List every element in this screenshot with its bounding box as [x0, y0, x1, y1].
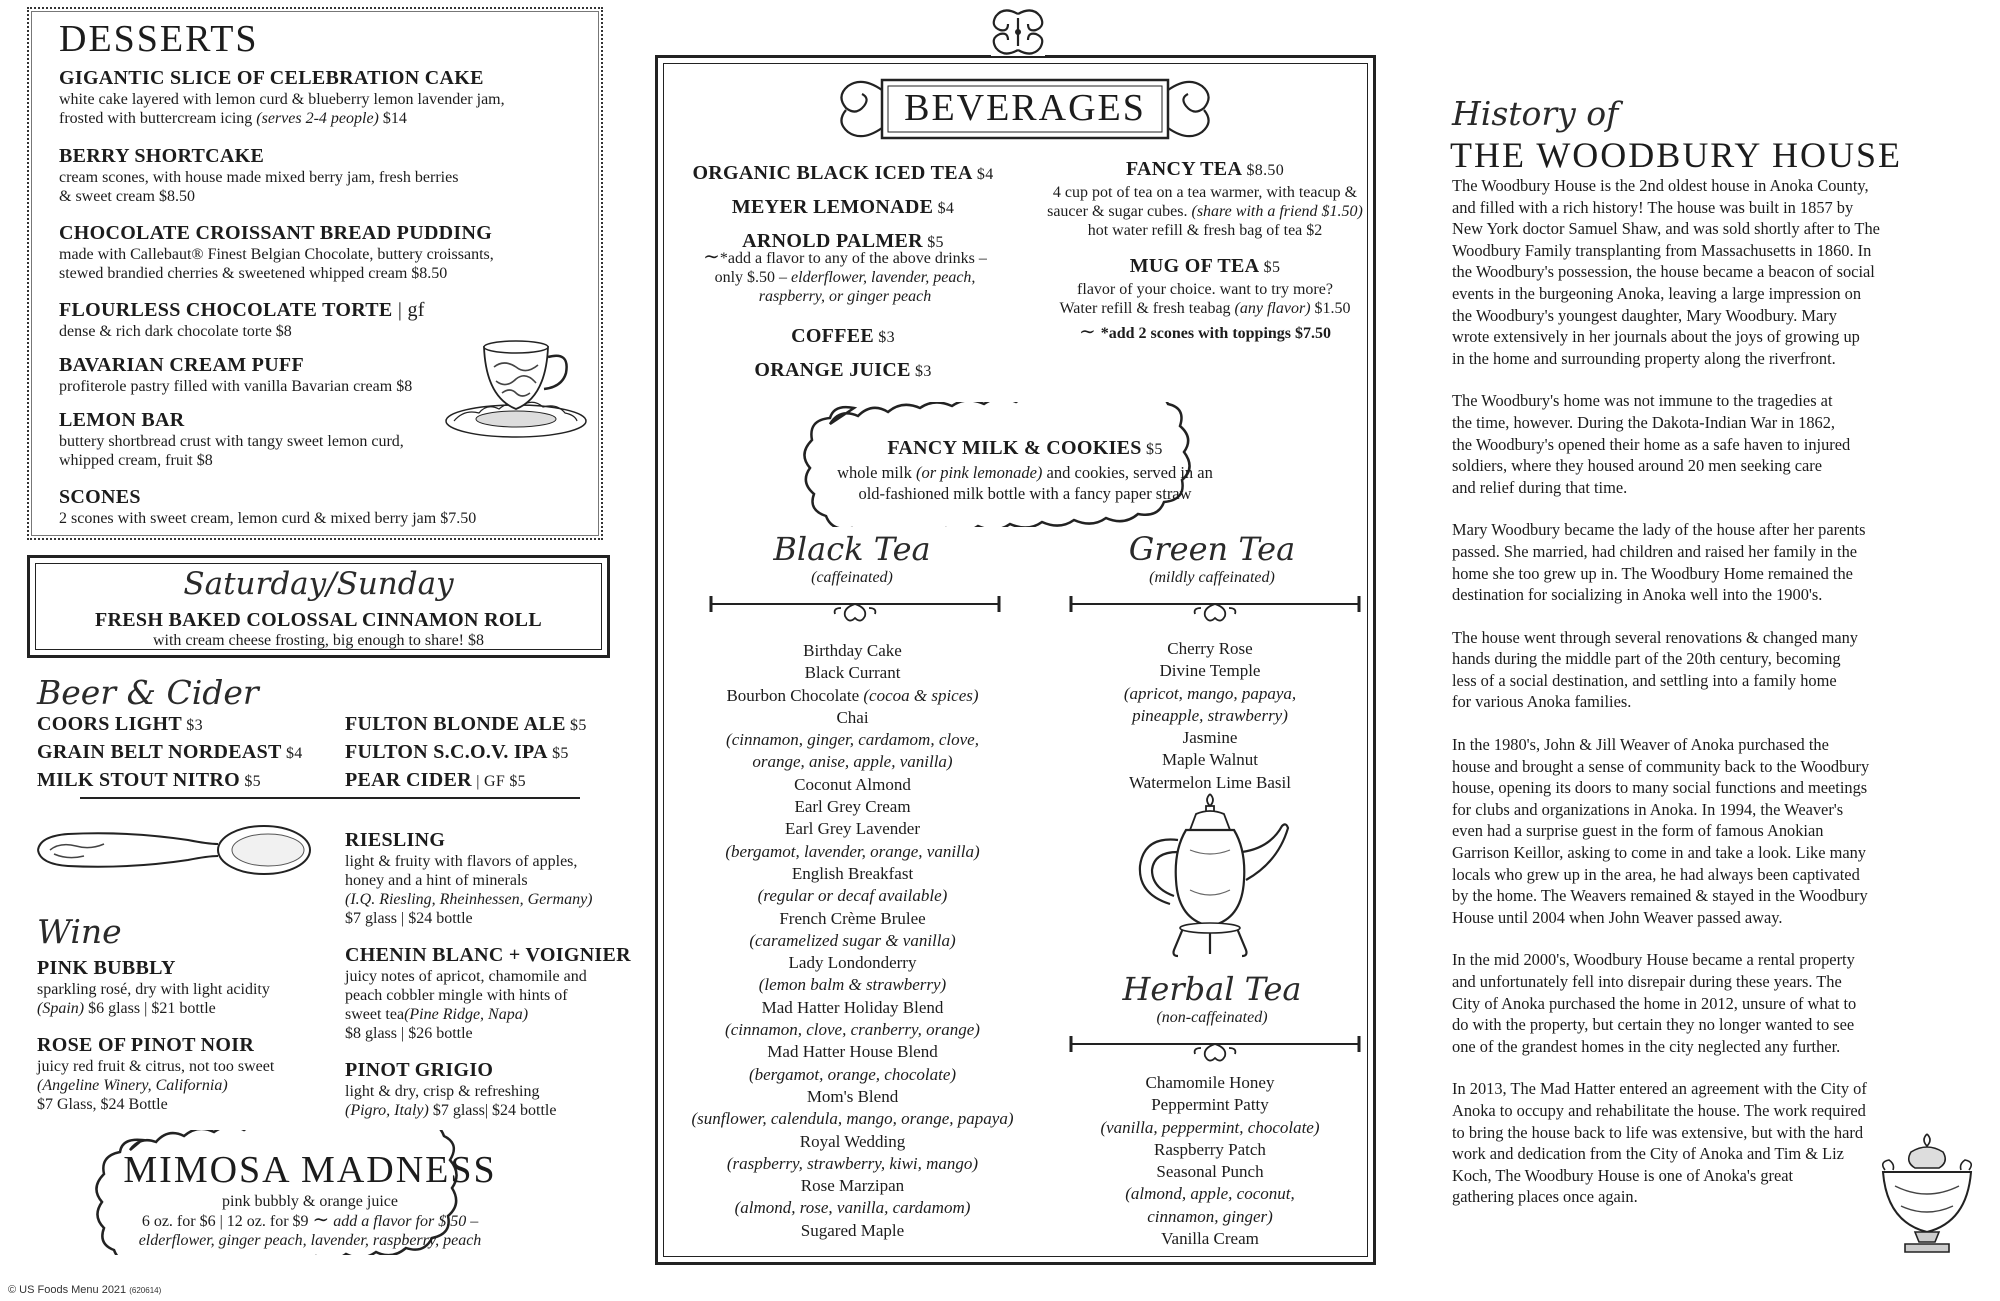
beverage-item: ARNOLD PALMER $5: [742, 230, 944, 252]
ornament-icon: [985, 4, 1051, 60]
black-tea-subtitle: (caffeinated): [811, 569, 893, 586]
wine-desc: light & fruity with flavors of apples,: [345, 853, 578, 870]
dessert-desc: white cake layered with lemon curd & blueberry lemon lavender jam,: [59, 91, 505, 108]
mimosa-title: MIMOSA MADNESS: [123, 1149, 497, 1191]
tea-item: Black Currant: [804, 663, 901, 683]
history-title: THE WOODBURY HOUSE: [1450, 135, 1903, 175]
beer-item: GRAIN BELT NORDEAST $4: [37, 741, 303, 763]
history-line: Garrison Keillor, asking to come in and take a look. Like many: [1452, 843, 1867, 863]
dessert-desc: buttery shortbread crust with tangy sweet lemon curd,: [59, 433, 404, 450]
wine-name: ROSE OF PINOT NOIR: [37, 1034, 255, 1056]
beverages-title: BEVERAGES: [904, 87, 1146, 129]
beverage-desc: flavor of your choice. want to try more?: [1077, 281, 1333, 298]
history-paragraph: [1452, 627, 1972, 713]
tea-item: Maple Walnut: [1161, 750, 1259, 770]
black-tea-list: [670, 640, 1035, 1242]
beer-item: MILK STOUT NITRO $5: [37, 769, 261, 791]
tea-ingredients: (cinnamon, clove, cranberry, orange): [725, 1020, 980, 1040]
milk-cookies-item: [790, 436, 1260, 504]
mimosa-flavors: elderflower, ginger peach, lavender, raspberry, peach: [138, 1232, 482, 1249]
history-line: even had a surprise guest in the form of famous Anokian: [1452, 821, 1824, 841]
beverage-desc: hot water refill & fresh bag of tea $2: [1087, 222, 1323, 239]
green-tea-title: Green Tea: [1128, 530, 1296, 568]
history-line: gathering places once again.: [1452, 1187, 1638, 1207]
beverage-item: ORGANIC BLACK ICED TEA $4: [692, 162, 994, 184]
history-line: wrote extensively in her journals about the joys of growing up: [1452, 327, 1860, 347]
mimosa-desc: pink bubbly & orange juice: [222, 1193, 398, 1210]
history-paragraph: [1452, 175, 1972, 369]
dessert-desc: cream scones, with house made mixed berry jam, fresh berries: [59, 169, 459, 186]
tea-divider-ornament: [1065, 1030, 1365, 1070]
wine-item: [345, 1058, 645, 1120]
tea-item: Jasmine: [1182, 728, 1238, 748]
dessert-desc: whipped cream, fruit $8: [59, 452, 213, 469]
dessert-desc: dense & rich dark chocolate torte $8: [59, 323, 292, 340]
beverage-item: COFFEE $3: [791, 325, 895, 347]
history-line: events in the burgeoning Anoka, leaving a large impression on: [1452, 283, 1862, 303]
wine-desc: juicy red fruit & citrus, not too sweet: [37, 1058, 275, 1075]
history-line: house and brought a sense of community back to the Woodbury: [1452, 756, 1870, 776]
beer-item: FULTON S.C.O.V. IPA $5: [345, 741, 569, 763]
wine-name: CHENIN BLANC + VOIGNIER: [345, 944, 631, 966]
fancy-tea-item: [1035, 157, 1375, 240]
history-paragraph: [1452, 949, 1972, 1057]
tea-item: Peppermint Patty: [1151, 1095, 1269, 1115]
tea-ingredients: (cinnamon, ginger, cardamom, clove,: [726, 730, 979, 750]
wine-desc: sparkling rosé, dry with light acidity: [37, 981, 270, 998]
history-paragraph: [1452, 390, 1972, 498]
tea-item: Chamomile Honey: [1145, 1073, 1275, 1092]
dessert-item: [59, 66, 599, 128]
beverage-desc: saucer & sugar cubes. (share with a friend $1.50): [1047, 203, 1363, 220]
wine-desc: (Spain) $6 glass | $21 bottle: [37, 1000, 216, 1017]
history-body: [1452, 175, 1972, 1229]
tea-item: Cherry Rose: [1167, 639, 1253, 658]
tea-item: Raspberry Patch: [1154, 1139, 1266, 1159]
wine-name: PINOT GRIGIO: [345, 1059, 494, 1081]
weekend-special-box: [27, 555, 610, 658]
tea-item: Royal Wedding: [799, 1131, 906, 1151]
tea-item: Mad Hatter Holiday Blend: [761, 997, 944, 1017]
tea-ingredients: (apricot, mango, papaya,: [1123, 683, 1297, 703]
history-line: the time, however. During the Dakota-Indian War in 1862,: [1452, 412, 1836, 432]
dessert-desc: made with Callebaut® Finest Belgian Chocolate, buttery croissants,: [59, 246, 494, 263]
dessert-desc: profiterole pastry filled with vanilla Bavarian cream $8: [59, 378, 413, 395]
beer-cider-title: Beer & Cider: [37, 673, 259, 712]
tea-item: Chai: [836, 707, 869, 727]
tea-item: English Breakfast: [791, 863, 914, 883]
history-line: passed. She married, had children and raised her family in the: [1452, 541, 1858, 561]
tea-item: Earl Grey Lavender: [785, 819, 920, 839]
spoon-icon: [32, 822, 312, 880]
tea-item: French Crème Brulee: [779, 908, 926, 928]
teapot-icon: [1130, 790, 1290, 970]
beverage-name: FANCY MILK & COOKIES $5: [887, 437, 1163, 459]
history-line: In the 1980's, John & Jill Weaver of Anoka purchased the: [1452, 735, 1829, 755]
dessert-desc: 2 scones with sweet cream, lemon curd & mixed berry jam $7.50: [59, 510, 477, 527]
tea-item: Lady Londonderry: [788, 953, 917, 973]
tea-item: Watermelon Lime Basil: [1129, 772, 1291, 792]
history-paragraph: [1452, 734, 1972, 928]
beverage-name: MUG OF TEA $5: [1129, 255, 1281, 277]
dessert-name: CHOCOLATE CROISSANT BREAD PUDDING: [59, 222, 493, 244]
tea-ingredients: (lemon balm & strawberry): [758, 975, 947, 995]
history-line: house, opening its doors to many social functions and meetings: [1452, 778, 1868, 798]
dessert-desc: stewed brandied cherries & sweetened whipped cream $8.50: [59, 265, 448, 282]
tea-ingredients: pineapple, strawberry): [1132, 705, 1288, 725]
history-line: In the mid 2000's, Woodbury House became a rental property: [1452, 950, 1855, 970]
urn-icon: [1875, 1130, 1980, 1265]
history-line: soldiers, where they housed around 20 men seeking care: [1452, 456, 1823, 476]
wine-desc: $7 Glass, $24 Bottle: [37, 1096, 168, 1113]
wine-desc: peach cobbler mingle with hints of: [345, 987, 568, 1004]
mimosa-desc: 6 oz. for $6 | 12 oz. for $9 ∼ add a flavor for $.50 –: [141, 1209, 479, 1231]
history-line: City of Anoka purchased the home in 2012, unsure of what to: [1452, 993, 1857, 1013]
flavor-note: ∼*add a flavor to any of the above drinks – only $.50 – elderflower, lavender, peach, raspberry, or ginger peach: [703, 246, 987, 305]
wine-item: [345, 943, 655, 1043]
history-line: in the home and surrounding property along the riverfront.: [1452, 348, 1836, 368]
history-line: hands during the middle part of the 20th century, becoming: [1452, 649, 1841, 669]
history-line: work and dedication from the City of Anoka and Tim & Liz: [1452, 1144, 1844, 1164]
history-line: Anoka to occupy and rehabilitate the house. The work required: [1452, 1100, 1866, 1120]
copyright: © US Foods Menu 2021 (620614): [8, 1284, 162, 1296]
beer-list-left: [37, 711, 303, 795]
history-line: New York doctor Samuel Shaw, and was sold shortly after to The: [1452, 219, 1880, 239]
weekend-item-desc: with cream cheese frosting, big enough to share! $8: [152, 632, 484, 649]
history-line: Woodbury Family transplanting from Massachusetts in 1860. In: [1452, 240, 1872, 260]
beer-item: COORS LIGHT $3: [37, 713, 203, 735]
tea-ingredients: (vanilla, peppermint, chocolate): [1100, 1117, 1320, 1137]
teacup-icon: [444, 329, 589, 439]
dessert-item: [59, 485, 599, 528]
tea-item: Mad Hatter House Blend: [767, 1042, 938, 1062]
beverage-item: MEYER LEMONADE $4: [731, 196, 955, 218]
tea-item: Vanilla Cream: [1161, 1229, 1259, 1249]
tea-ingredients: (bergamot, lavender, orange, vanilla): [725, 841, 980, 861]
wine-desc: juicy notes of apricot, chamomile and: [345, 968, 587, 985]
wine-desc: $8 glass | $26 bottle: [345, 1025, 473, 1042]
tea-ingredients: (bergamot, orange, chocolate): [748, 1064, 957, 1084]
herbal-tea-title: Herbal Tea: [1122, 970, 1302, 1008]
history-line: the Woodbury's youngest daughter, Mary Woodbury. Mary: [1452, 305, 1837, 325]
dessert-name: BAVARIAN CREAM PUFF: [59, 354, 304, 376]
wine-title: Wine: [37, 912, 122, 951]
tea-ingredients: (sunflower, calendula, mango, orange, papaya): [691, 1109, 1014, 1129]
history-line: by the home. The Weavers remained & stayed in the Woodbury: [1452, 886, 1868, 906]
beer-list-right: [345, 711, 587, 795]
tea-ingredients: (regular or decaf available): [757, 886, 948, 906]
history-line: Koch, The Woodbury House is one of Anoka's great: [1452, 1165, 1794, 1185]
beverage-list-left-2: [673, 320, 1013, 388]
history-line: the Woodbury's possession, the house became a beacon of social: [1452, 262, 1875, 282]
wine-item: [345, 828, 645, 928]
wine-name: PINK BUBBLY: [37, 957, 176, 979]
dessert-name: LEMON BAR: [59, 409, 185, 431]
desserts-title: DESSERTS: [59, 18, 259, 60]
history-line: less of a social destination, and settling into a family home: [1452, 670, 1837, 690]
dessert-name: GIGANTIC SLICE OF CELEBRATION CAKE: [59, 67, 484, 89]
tea-ingredients: (caramelized sugar & vanilla): [749, 930, 956, 950]
green-tea-list: [1060, 638, 1360, 794]
wine-item: [37, 1033, 337, 1114]
dessert-name: SCONES: [59, 486, 141, 508]
tea-item: Bourbon Chocolate (cocoa & spices): [726, 685, 979, 705]
wine-desc: (Angeline Winery, California): [37, 1077, 228, 1094]
history-line: for various Anoka families.: [1452, 692, 1632, 712]
beverage-desc: whole milk (or pink lemonade) and cookies, served in an: [837, 463, 1213, 482]
wine-desc: light & dry, crisp & refreshing: [345, 1083, 540, 1100]
weekend-item-name: FRESH BAKED COLOSSAL CINNAMON ROLL: [95, 609, 542, 631]
dessert-item: [59, 221, 599, 283]
dessert-name: FLOURLESS CHOCOLATE TORTE | gf: [59, 299, 425, 321]
tea-ingredients: orange, anise, apple, vanilla): [752, 752, 953, 772]
wine-item: [37, 956, 337, 1018]
wine-name: RIESLING: [345, 829, 446, 851]
tea-item: Seasonal Punch: [1156, 1162, 1264, 1182]
history-line: The Woodbury's home was not immune to the tragedies at: [1452, 391, 1833, 411]
history-line: and unfortunately fell into disrepair during these years. The: [1452, 972, 1842, 991]
history-line: In 2013, The Mad Hatter entered an agreement with the City of: [1452, 1079, 1867, 1099]
tea-divider-ornament: [705, 590, 1005, 630]
tea-ingredients: cinnamon, ginger): [1147, 1206, 1273, 1226]
wine-desc: honey and a hint of minerals: [345, 872, 528, 889]
beverage-desc: 4 cup pot of tea on a tea warmer, with teacup &: [1052, 184, 1358, 201]
wine-desc: (Pigro, Italy) $7 glass| $24 bottle: [345, 1102, 557, 1119]
history-paragraph: [1452, 519, 1972, 605]
beer-item: FULTON BLONDE ALE $5: [345, 713, 587, 735]
history-line: home she too grew up in. The Woodbury Home remained the: [1452, 563, 1853, 583]
tea-ingredients: (almond, apple, coconut,: [1125, 1184, 1295, 1204]
history-script-title: History of: [1452, 94, 1619, 133]
green-tea-subtitle: (mildly caffeinated): [1149, 569, 1275, 586]
dessert-desc: & sweet cream $8.50: [59, 188, 195, 205]
herbal-tea-subtitle: (non-caffeinated): [1156, 1009, 1268, 1026]
beverage-desc: old-fashioned milk bottle with a fancy paper straw: [858, 484, 1192, 503]
history-line: one of the grandest homes in the city neglected any further.: [1452, 1036, 1841, 1056]
mug-tea-item: [1035, 254, 1375, 343]
history-line: The Woodbury House is the 2nd oldest house in Anoka County,: [1452, 176, 1869, 195]
beverage-list-left: [673, 157, 1013, 259]
tea-item: Divine Temple: [1159, 661, 1261, 681]
tea-divider-ornament: [1065, 590, 1365, 630]
history-line: destination for socializing in Anoka well into the 1900's.: [1452, 585, 1823, 605]
dessert-item: [59, 144, 599, 206]
tea-ingredients: (raspberry, strawberry, kiwi, mango): [726, 1153, 979, 1173]
herbal-tea-list: [1060, 1072, 1360, 1250]
tea-item: Sugared Maple: [800, 1220, 905, 1240]
desserts-section: [27, 7, 603, 540]
scones-addon: ∼ *add 2 scones with toppings $7.50: [1078, 321, 1332, 343]
history-line: the Woodbury's opened their home as a safe haven to injured: [1452, 434, 1851, 454]
history-line: and filled with a rich history! The house was built in 1857 by: [1452, 197, 1854, 217]
wine-desc: $7 glass | $24 bottle: [345, 910, 473, 927]
tea-ingredients: (almond, rose, vanilla, cardamom): [734, 1198, 971, 1218]
wine-desc: (I.Q. Riesling, Rheinhessen, Germany): [345, 891, 593, 908]
dessert-name: BERRY SHORTCAKE: [59, 145, 265, 167]
history-line: locals who grew up in the area, he had always been captivated: [1452, 864, 1860, 884]
tea-item: Birthday Cake: [803, 641, 902, 660]
beverage-name: FANCY TEA $8.50: [1125, 158, 1285, 180]
black-tea-title: Black Tea: [773, 530, 931, 568]
history-line: do with the property, but certain they no longer wanted to see: [1452, 1015, 1855, 1035]
tea-item: Rose Marzipan: [800, 1176, 905, 1196]
beverage-item: ORANGE JUICE $3: [754, 359, 932, 381]
tea-item: Coconut Almond: [794, 774, 911, 794]
history-line: House until 2004 when John Weaver passed away.: [1452, 907, 1783, 927]
beer-item: PEAR CIDER | GF $5: [345, 769, 526, 791]
weekend-title: Saturday/Sunday: [183, 566, 454, 602]
tea-item: Earl Grey Cream: [794, 797, 911, 817]
history-line: Mary Woodbury became the lady of the house after her parents: [1452, 520, 1866, 540]
divider: [80, 797, 580, 799]
tea-item: Mom's Blend: [806, 1086, 899, 1106]
beverage-desc: Water refill & fresh teabag (any flavor) $1.50: [1059, 300, 1351, 317]
wine-desc: sweet tea(Pine Ridge, Napa): [345, 1006, 529, 1023]
dessert-desc: frosted with buttercream icing (serves 2-4 people) $14: [59, 110, 407, 127]
history-line: to bring the house back to life was extensive, but with the hard: [1452, 1122, 1864, 1142]
history-line: for clubs and organizations in Anoka. In 1994, the Weaver's: [1452, 799, 1844, 819]
history-line: and relief during that time.: [1452, 477, 1628, 497]
history-line: The house went through several renovations & changed many: [1452, 627, 1859, 647]
